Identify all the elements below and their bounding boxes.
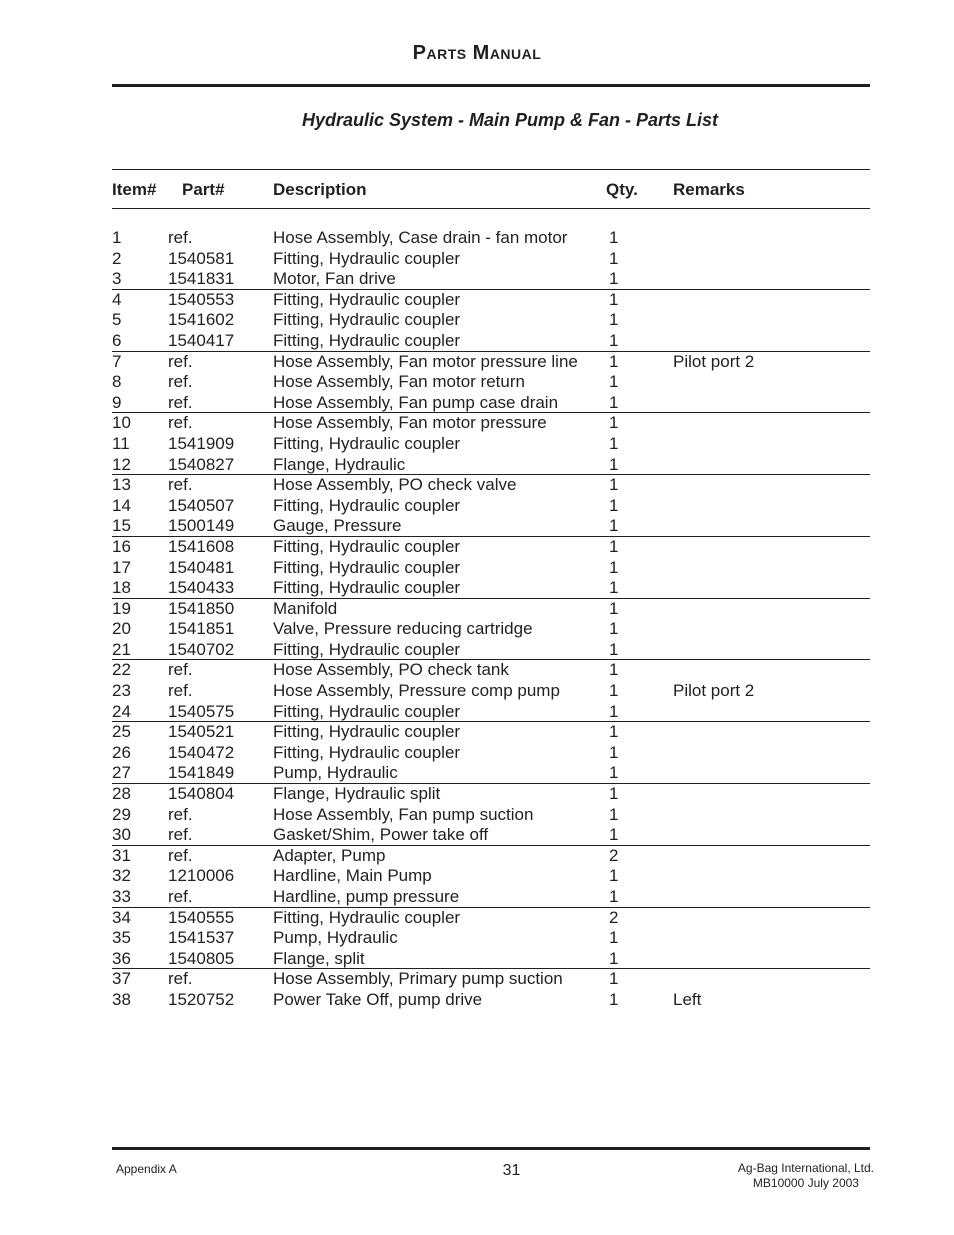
item-number: 16: [112, 536, 131, 556]
item-number: 19: [112, 598, 131, 618]
part-description: Hose Assembly, Fan motor pressure: [273, 413, 547, 433]
table-row: [112, 412, 870, 434]
item-number: 31: [112, 845, 131, 865]
table-row: [112, 702, 870, 723]
part-description: Fitting, Hydraulic coupler: [273, 433, 461, 453]
quantity: 1: [609, 475, 619, 495]
part-number: ref.: [168, 969, 193, 989]
quantity: 1: [609, 392, 619, 412]
quantity: 1: [609, 330, 619, 350]
quantity: 1: [609, 310, 619, 330]
part-number: 1541850: [168, 598, 235, 618]
part-number: 1541849: [168, 763, 235, 783]
part-description: Manifold: [273, 598, 338, 618]
section-title: Hydraulic System - Main Pump & Fan - Parts List: [301, 110, 719, 130]
part-number: 1540827: [168, 454, 235, 474]
header-rule: [112, 84, 870, 87]
quantity: 1: [609, 887, 619, 906]
part-description: Fitting, Hydraulic coupler: [273, 310, 461, 330]
part-number: 1520752: [168, 989, 235, 1009]
col-header-remarks: Remarks: [673, 180, 745, 199]
item-number: 14: [112, 495, 131, 515]
part-number: ref.: [168, 845, 193, 865]
part-number: 1540433: [168, 578, 235, 598]
part-description: Fitting, Hydraulic coupler: [273, 536, 461, 556]
table-row: [112, 640, 870, 661]
quantity: 1: [609, 804, 619, 824]
part-description: Hose Assembly, Primary pump suction: [273, 969, 563, 989]
item-number: 10: [112, 413, 131, 433]
part-number: ref.: [168, 681, 193, 701]
item-number: 36: [112, 948, 131, 968]
table-row: [112, 805, 870, 826]
quantity: 1: [609, 372, 619, 392]
part-description: Fitting, Hydraulic coupler: [273, 907, 461, 927]
part-description: Fitting, Hydraulic coupler: [273, 742, 461, 762]
quantity: 1: [609, 433, 619, 453]
part-description: Hose Assembly, PO check tank: [273, 660, 509, 680]
table-row: [112, 743, 870, 764]
part-number: 1540804: [168, 784, 235, 804]
part-description: Fitting, Hydraulic coupler: [273, 495, 461, 515]
table-row: [112, 269, 870, 290]
part-number: ref.: [168, 887, 193, 906]
part-number: 1540702: [168, 639, 235, 659]
table-row: [112, 228, 870, 249]
part-description: Hose Assembly, Fan motor pressure line: [273, 351, 578, 371]
item-number: 23: [112, 681, 131, 701]
item-number: 8: [112, 372, 122, 392]
page-header: Parts Manual: [412, 42, 542, 64]
part-description: Fitting, Hydraulic coupler: [273, 330, 461, 350]
part-description: Hose Assembly, Case drain - fan motor: [273, 228, 568, 247]
quantity: 1: [609, 722, 619, 742]
table-row: [112, 598, 870, 620]
col-header-part: Part#: [182, 180, 225, 199]
part-number: 1540553: [168, 289, 235, 309]
table-row: [112, 558, 870, 579]
table-row: [112, 721, 870, 743]
table-row: [112, 434, 870, 455]
quantity: 1: [609, 639, 619, 659]
part-description: Hose Assembly, Fan pump suction: [273, 804, 534, 824]
item-number: 12: [112, 454, 131, 474]
item-number: 9: [112, 392, 122, 412]
item-number: 11: [112, 433, 130, 453]
part-description: Valve, Pressure reducing cartridge: [273, 619, 533, 639]
part-number: ref.: [168, 351, 193, 371]
item-number: 3: [112, 269, 122, 289]
table-row: [112, 949, 870, 970]
item-number: 30: [112, 825, 131, 845]
item-number: 26: [112, 742, 131, 762]
item-number: 6: [112, 330, 122, 350]
page-number: 31: [502, 1162, 521, 1179]
footer-rule: [112, 1147, 870, 1150]
table-row: [112, 845, 870, 867]
item-number: 22: [112, 660, 131, 680]
part-description: Gauge, Pressure: [273, 516, 402, 536]
part-description: Fitting, Hydraulic coupler: [273, 701, 461, 721]
part-description: Fitting, Hydraulic coupler: [273, 557, 461, 577]
table-row: [112, 907, 870, 929]
part-number: ref.: [168, 804, 193, 824]
part-number: 1540575: [168, 701, 235, 721]
part-description: Hose Assembly, Pressure comp pump: [273, 681, 560, 701]
table-row: [112, 659, 870, 681]
item-number: 28: [112, 784, 131, 804]
table-row: [112, 351, 870, 373]
item-number: 21: [112, 639, 131, 659]
footer-company-block: [738, 1161, 874, 1191]
part-number: ref.: [168, 475, 193, 495]
quantity: 1: [609, 289, 619, 309]
quantity: 1: [609, 598, 619, 618]
part-description: Fitting, Hydraulic coupler: [273, 248, 461, 268]
col-header-description: Description: [273, 180, 367, 199]
table-row: [112, 331, 870, 352]
table-row: [112, 763, 870, 784]
item-number: 34: [112, 907, 131, 927]
quantity: 1: [609, 454, 619, 474]
part-number: 1540481: [168, 557, 235, 577]
table-row: [112, 496, 870, 517]
remarks: Pilot port 2: [673, 681, 755, 701]
quantity: 1: [609, 660, 619, 680]
quantity: 1: [609, 825, 619, 845]
table-row: [112, 310, 870, 331]
part-description: Power Take Off, pump drive: [273, 989, 483, 1009]
item-number: 2: [112, 248, 122, 268]
quantity: 1: [609, 866, 619, 886]
quantity: 1: [609, 351, 619, 371]
table-row: [112, 393, 870, 414]
quantity: 1: [609, 681, 619, 701]
item-number: 33: [112, 887, 131, 906]
part-description: Fitting, Hydraulic coupler: [273, 578, 461, 598]
part-number: 1541909: [168, 433, 235, 453]
item-number: 29: [112, 804, 131, 824]
item-number: 17: [112, 557, 131, 577]
quantity: 1: [609, 701, 619, 721]
quantity: 1: [609, 495, 619, 515]
item-number: 4: [112, 289, 122, 309]
table-row: [112, 928, 870, 949]
quantity: 1: [609, 928, 619, 948]
item-number: 1: [112, 228, 122, 247]
part-description: Flange, split: [273, 948, 365, 968]
quantity: 1: [609, 516, 619, 536]
part-number: 1540507: [168, 495, 235, 515]
item-number: 20: [112, 619, 131, 639]
quantity: 1: [609, 619, 619, 639]
footer-company: Ag-Bag International, Ltd.: [737, 1161, 874, 1175]
col-header-qty: Qty.: [606, 180, 638, 199]
part-description: Hose Assembly, PO check valve: [273, 475, 517, 495]
quantity: 1: [609, 784, 619, 804]
item-number: 27: [112, 763, 131, 783]
col-header-item: Item#: [112, 180, 157, 199]
part-description: Pump, Hydraulic: [273, 928, 398, 948]
table-row: [112, 474, 870, 496]
item-number: 37: [112, 969, 131, 989]
quantity: 1: [609, 742, 619, 762]
part-number: 1540581: [168, 248, 235, 268]
item-number: 18: [112, 578, 131, 598]
table-row: [112, 372, 870, 393]
part-number: 1500149: [168, 516, 235, 536]
part-description: Motor, Fan drive: [273, 269, 396, 289]
part-number: 1541608: [168, 536, 235, 556]
part-description: Fitting, Hydraulic coupler: [273, 639, 461, 659]
item-number: 15: [112, 516, 131, 536]
quantity: 2: [609, 907, 619, 927]
part-description: Hose Assembly, Fan pump case drain: [273, 392, 559, 412]
quantity: 1: [609, 763, 619, 783]
table-row: [112, 783, 870, 805]
part-number: ref.: [168, 372, 193, 392]
part-description: Hardline, Main Pump: [273, 866, 432, 886]
part-number: ref.: [168, 413, 193, 433]
item-number: 7: [112, 351, 122, 371]
table-top-rule: [112, 169, 870, 170]
part-number: 1540521: [168, 722, 235, 742]
table-row: [112, 866, 870, 887]
part-number: 1540417: [168, 330, 235, 350]
part-number: 1540805: [168, 948, 235, 968]
part-number: ref.: [168, 392, 193, 412]
item-number: 24: [112, 701, 131, 721]
part-description: Flange, Hydraulic: [273, 454, 406, 474]
quantity: 1: [609, 269, 619, 289]
quantity: 2: [609, 845, 619, 865]
table-row: [112, 681, 870, 702]
part-description: Fitting, Hydraulic coupler: [273, 289, 461, 309]
item-number: 13: [112, 475, 131, 495]
item-number: 25: [112, 722, 131, 742]
quantity: 1: [609, 536, 619, 556]
part-number: ref.: [168, 228, 193, 247]
table-row: [112, 516, 870, 537]
part-description: Flange, Hydraulic split: [273, 784, 441, 804]
quantity: 1: [609, 989, 619, 1009]
part-description: Hose Assembly, Fan motor return: [273, 372, 525, 392]
quantity: 1: [609, 969, 619, 989]
table-row: [112, 968, 870, 990]
part-number: 1540555: [168, 907, 235, 927]
table-row: [112, 536, 870, 558]
table-header-rule: [112, 208, 870, 209]
table-row: [112, 249, 870, 270]
quantity: 1: [609, 578, 619, 598]
part-number: 1541537: [168, 928, 235, 948]
table-row: [112, 578, 870, 599]
table-row: [112, 619, 870, 640]
part-description: Hardline, pump pressure: [273, 887, 460, 906]
part-description: Gasket/Shim, Power take off: [273, 825, 489, 845]
quantity: 1: [609, 557, 619, 577]
quantity: 1: [609, 228, 619, 247]
part-number: ref.: [168, 660, 193, 680]
item-number: 35: [112, 928, 131, 948]
parts-table-body: [112, 228, 870, 1011]
table-row: [112, 455, 870, 476]
remarks: Pilot port 2: [673, 351, 755, 371]
table-row: [112, 825, 870, 846]
table-row: [112, 990, 870, 1011]
part-number: 1541602: [168, 310, 235, 330]
part-description: Adapter, Pump: [273, 845, 386, 865]
quantity: 1: [609, 948, 619, 968]
footer-doc-id: MB10000 July 2003: [752, 1176, 859, 1190]
table-row: [112, 887, 870, 908]
quantity: 1: [609, 413, 619, 433]
part-description: Fitting, Hydraulic coupler: [273, 722, 461, 742]
part-number: 1541831: [168, 269, 235, 289]
table-row: [112, 289, 870, 311]
part-number: 1540472: [168, 742, 235, 762]
footer-appendix: Appendix A: [116, 1162, 177, 1176]
part-number: ref.: [168, 825, 193, 845]
quantity: 1: [609, 248, 619, 268]
part-description: Pump, Hydraulic: [273, 763, 398, 783]
item-number: 32: [112, 866, 131, 886]
item-number: 5: [112, 310, 122, 330]
item-number: 38: [112, 989, 131, 1009]
part-number: 1541851: [168, 619, 235, 639]
part-number: 1210006: [168, 866, 235, 886]
remarks: Left: [673, 989, 702, 1009]
